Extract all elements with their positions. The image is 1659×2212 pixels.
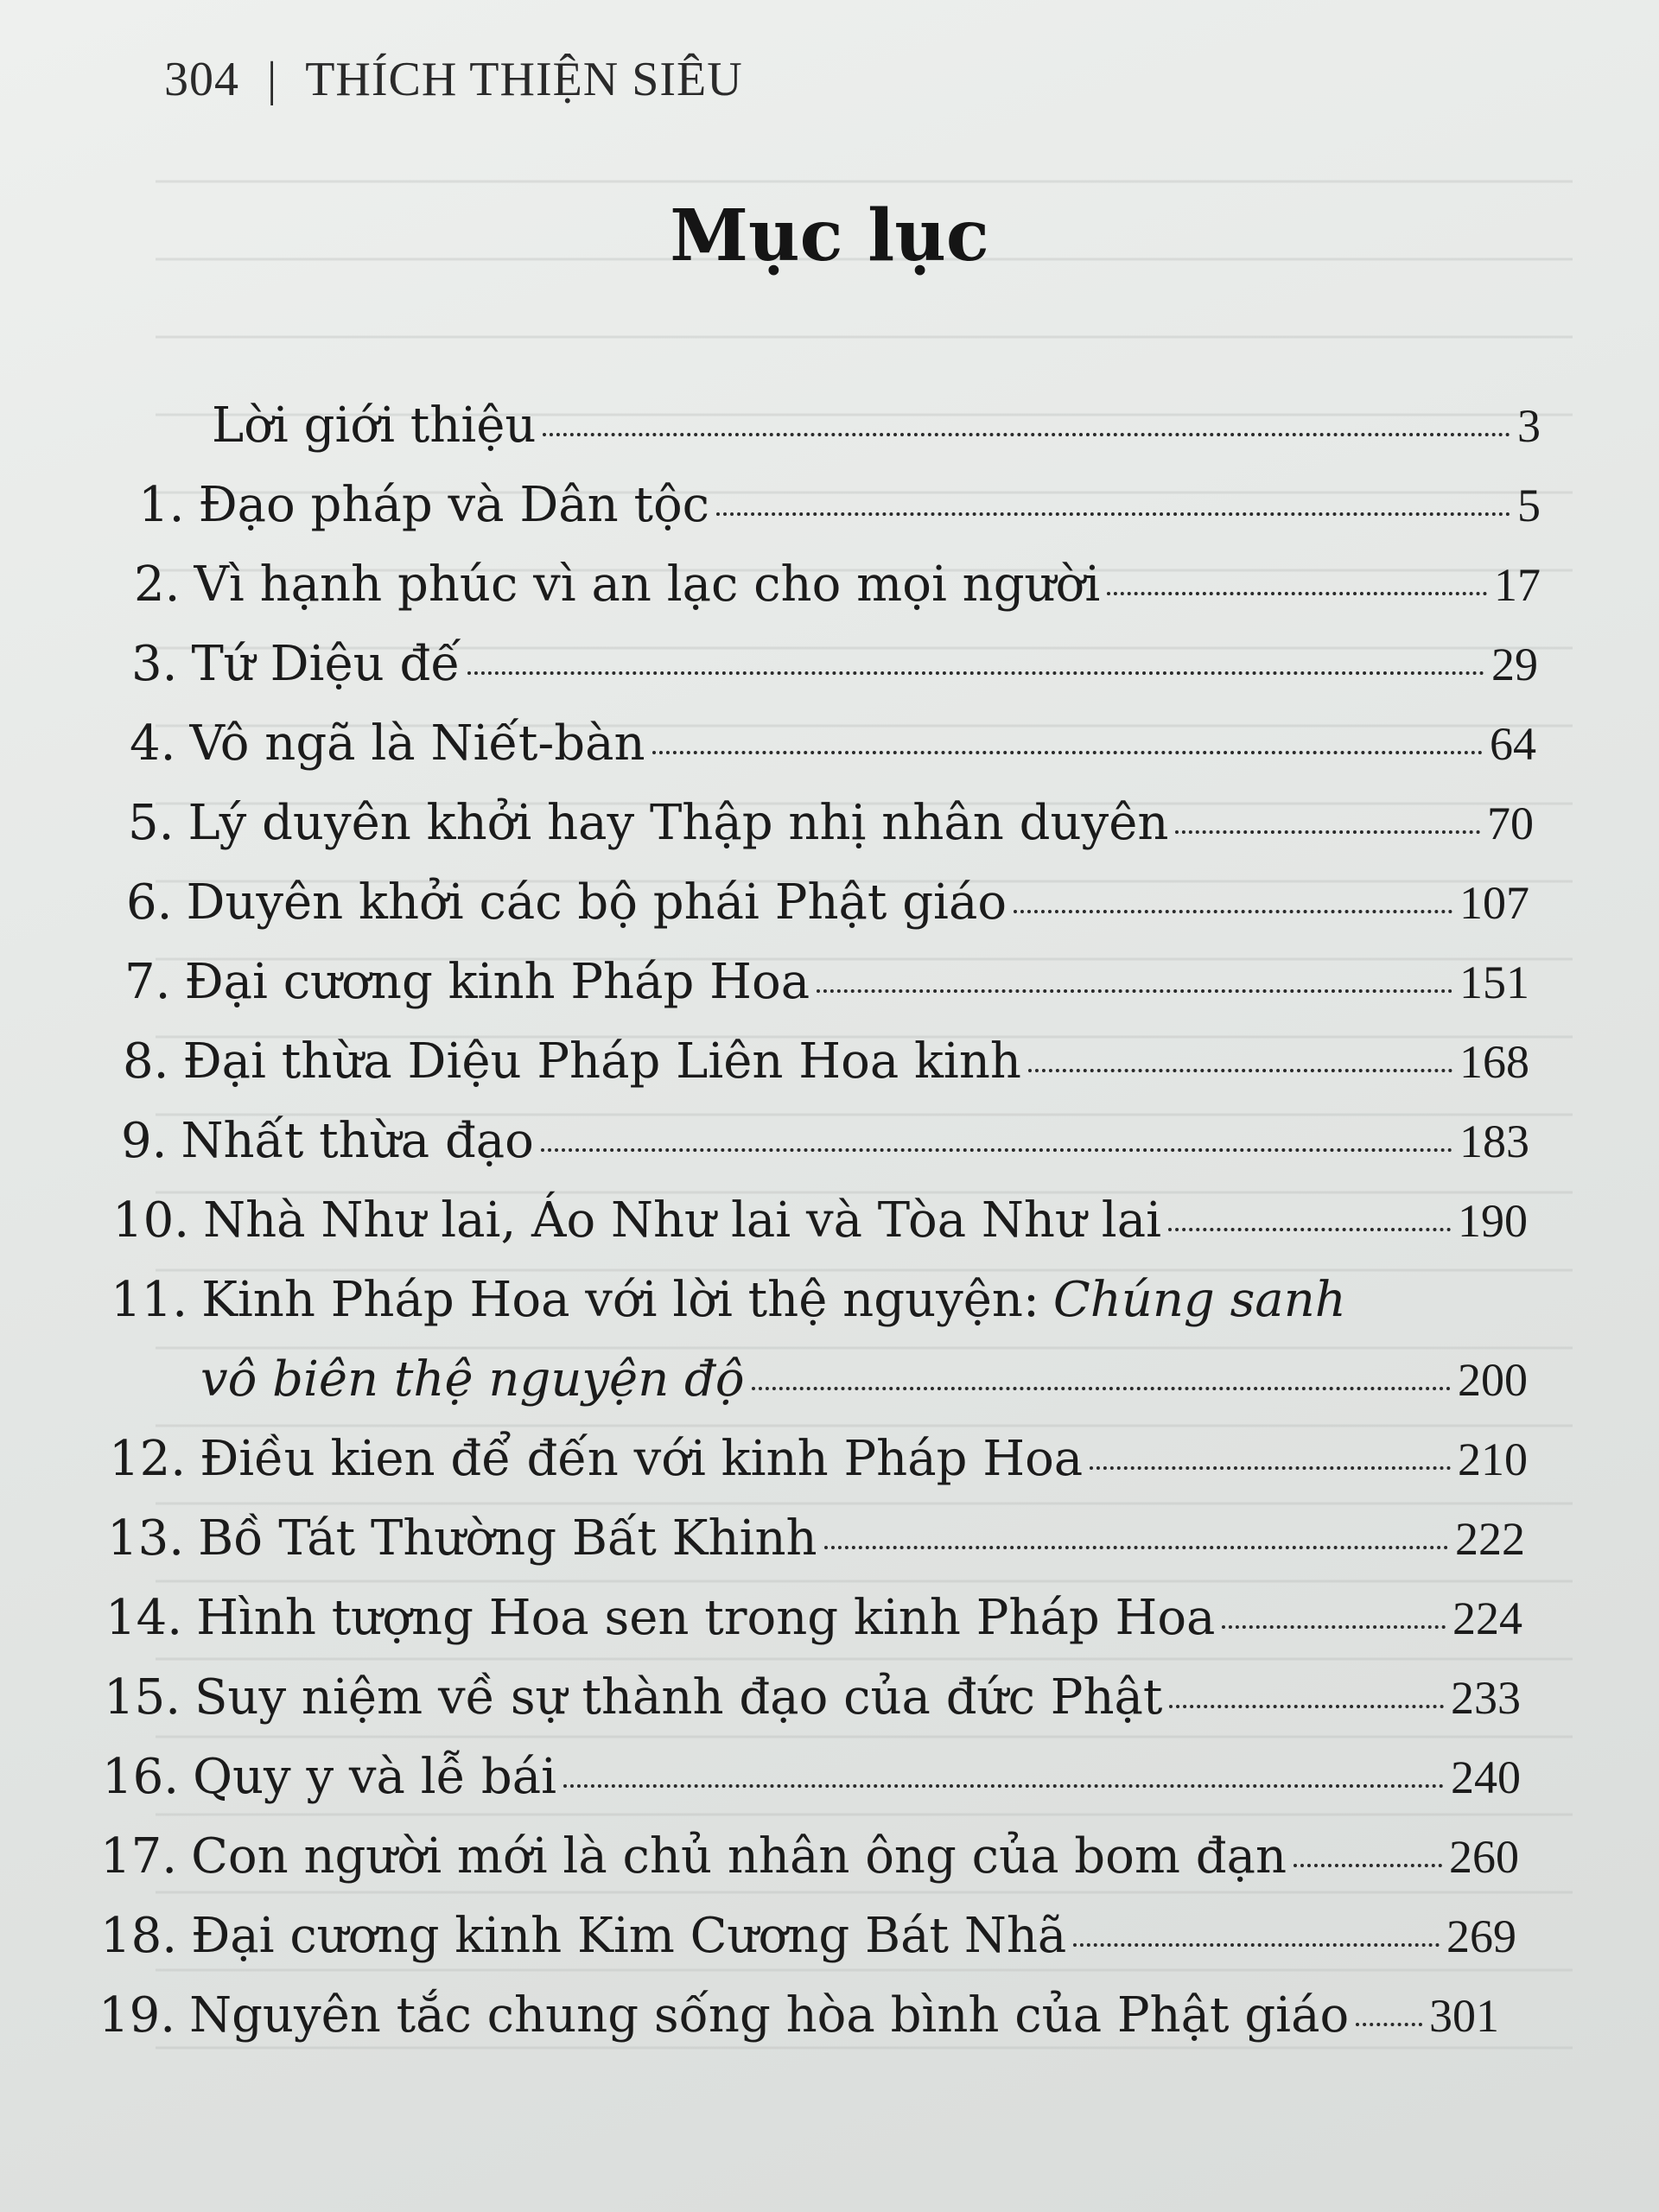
toc-entry-intro — [212, 397, 1541, 454]
dot-leader — [1028, 1069, 1452, 1072]
toc-entry-title: Quy y và lễ bái — [193, 1749, 557, 1805]
toc-entry-6 — [126, 874, 1529, 931]
dot-leader — [1014, 910, 1452, 913]
toc-entry-3 — [131, 636, 1538, 692]
toc-entry-9 — [121, 1113, 1529, 1169]
toc-entry-page: 107 — [1459, 877, 1529, 929]
toc-entry-title-italic: Chúng sanh — [1052, 1272, 1346, 1328]
toc-entry-13 — [107, 1510, 1525, 1567]
toc-entry-title-line2: vô biên thệ nguyện độ — [200, 1351, 745, 1408]
toc-entry-14 — [105, 1590, 1522, 1646]
toc-entry-number: 3. — [131, 636, 178, 692]
dot-leader — [563, 1784, 1444, 1788]
toc-entry-17 — [100, 1828, 1519, 1885]
toc-entry-page: 168 — [1459, 1036, 1529, 1088]
toc-entry-number: 5. — [128, 795, 175, 851]
toc-entry-number: 9. — [121, 1113, 168, 1169]
toc-entry-11-continued — [200, 1351, 1528, 1408]
toc-entry-page: 70 — [1487, 798, 1534, 849]
toc-entry-page: 17 — [1494, 559, 1541, 611]
dot-leader — [1356, 2023, 1422, 2026]
toc-entry-1 — [138, 477, 1541, 533]
toc-entry-page: 222 — [1455, 1513, 1525, 1565]
toc-entry-18 — [100, 1908, 1516, 1964]
toc-entry-number: 1. — [138, 477, 185, 533]
dot-leader — [541, 1148, 1452, 1152]
toc-entry-number: 15. — [104, 1669, 181, 1726]
dot-leader — [1222, 1625, 1446, 1629]
toc-entry-page: 64 — [1490, 718, 1536, 770]
toc-entry-number: 16. — [102, 1749, 180, 1805]
toc-entry-page: 5 — [1517, 480, 1541, 531]
toc-entry-title: Duyên khởi các bộ phái Phật giáo — [186, 874, 1007, 931]
dot-leader — [543, 433, 1510, 436]
toc-entry-title: Vì hạnh phúc vì an lạc cho mọi người — [194, 556, 1101, 613]
header-separator: | — [267, 53, 278, 106]
toc-entry-title: Đạo pháp và Dân tộc — [198, 477, 710, 533]
toc-entry-title: Đại cương kinh Pháp Hoa — [184, 954, 810, 1010]
toc-entry-page: 224 — [1452, 1592, 1522, 1644]
toc-entry-title: Đại thừa Diệu Pháp Liên Hoa kinh — [182, 1033, 1021, 1090]
toc-entry-16 — [102, 1749, 1521, 1805]
toc-entry-title: Vô ngã là Niết-bàn — [189, 715, 645, 772]
dot-leader — [817, 989, 1452, 993]
dot-leader — [1168, 1228, 1451, 1231]
toc-entry-page: 190 — [1458, 1195, 1528, 1247]
toc-entry-number: 2. — [134, 556, 181, 613]
toc-entry-number: 19. — [99, 1987, 176, 2044]
toc-entry-number: 4. — [130, 715, 176, 772]
toc-title: Mục lục — [670, 194, 989, 277]
toc-entry-number: 18. — [100, 1908, 178, 1964]
toc-entry-number: 10. — [112, 1192, 190, 1249]
toc-entry-8 — [123, 1033, 1529, 1090]
toc-entry-page: 29 — [1491, 639, 1538, 690]
toc-entry-page: 210 — [1458, 1433, 1528, 1485]
toc-entry-page: 200 — [1458, 1354, 1528, 1406]
toc-entry-title: Con người mới là chủ nhân ông của bom đạn — [191, 1828, 1287, 1885]
toc-entry-title: Nhất thừa đạo — [181, 1113, 534, 1169]
toc-entry-12 — [109, 1431, 1528, 1487]
toc-entry-title: Điều kien để đến với kinh Pháp Hoa — [200, 1431, 1084, 1487]
toc-entry-11 — [111, 1272, 1346, 1328]
toc-entry-number: 14. — [105, 1590, 183, 1646]
toc-entry-title: Nhà Như lai, Áo Như lai và Tòa Như lai — [203, 1192, 1162, 1249]
toc-entry-number: 11. — [111, 1272, 188, 1328]
toc-entry-title: Lời giới thiệu — [212, 397, 537, 454]
toc-entry-2 — [134, 556, 1541, 613]
author-name: THÍCH THIỆN SIÊU — [305, 53, 743, 106]
dot-leader — [467, 671, 1484, 675]
toc-entry-page: 240 — [1451, 1751, 1521, 1803]
dot-leader — [1175, 830, 1480, 834]
page-number: 304 — [164, 53, 239, 106]
toc-entry-5 — [128, 795, 1534, 851]
toc-entry-number: 17. — [100, 1828, 178, 1885]
toc-entry-page: 260 — [1449, 1831, 1519, 1883]
dot-leader — [1294, 1864, 1442, 1867]
toc-entry-page: 269 — [1446, 1910, 1516, 1962]
toc-entry-number: 6. — [126, 874, 173, 931]
toc-entry-15 — [104, 1669, 1521, 1726]
dot-leader — [824, 1546, 1448, 1549]
toc-entry-19 — [99, 1987, 1499, 2044]
toc-entry-page: 301 — [1429, 1990, 1499, 2042]
toc-entry-title: Lý duyên khởi hay Thập nhị nhân duyên — [188, 795, 1169, 851]
toc-entry-page: 3 — [1517, 400, 1541, 452]
toc-entry-4 — [130, 715, 1536, 772]
toc-entry-title: Nguyên tắc chung sống hòa bình của Phật giáo — [189, 1987, 1350, 2044]
dot-leader — [1107, 592, 1487, 595]
toc-entry-title: Suy niệm về sự thành đạo của đức Phật — [194, 1669, 1163, 1726]
toc-entry-title: Hình tượng Hoa sen trong kinh Pháp Hoa — [196, 1590, 1216, 1646]
toc-entry-page: 183 — [1459, 1116, 1529, 1167]
dot-leader — [1169, 1705, 1444, 1708]
dot-leader — [752, 1387, 1451, 1390]
toc-entry-number: 13. — [107, 1510, 185, 1567]
dot-leader — [716, 512, 1510, 516]
toc-entry-page: 233 — [1451, 1672, 1521, 1724]
dot-leader — [1090, 1466, 1451, 1470]
toc-entry-7 — [124, 954, 1529, 1010]
dot-leader — [652, 751, 1483, 754]
toc-entry-number: 8. — [123, 1033, 169, 1090]
dot-leader — [1073, 1943, 1440, 1947]
toc-entry-number: 7. — [124, 954, 171, 1010]
toc-entry-page: 151 — [1459, 957, 1529, 1008]
toc-entry-number: 12. — [109, 1431, 187, 1487]
toc-entry-title: Tứ Diệu đế — [191, 636, 461, 692]
toc-entry-10 — [112, 1192, 1528, 1249]
toc-entry-title: Bồ Tát Thường Bất Khinh — [198, 1510, 817, 1567]
toc-entry-title: Kinh Pháp Hoa với lời thệ nguyện: — [201, 1272, 1039, 1328]
toc-entry-title: Đại cương kinh Kim Cương Bát Nhã — [191, 1908, 1067, 1964]
